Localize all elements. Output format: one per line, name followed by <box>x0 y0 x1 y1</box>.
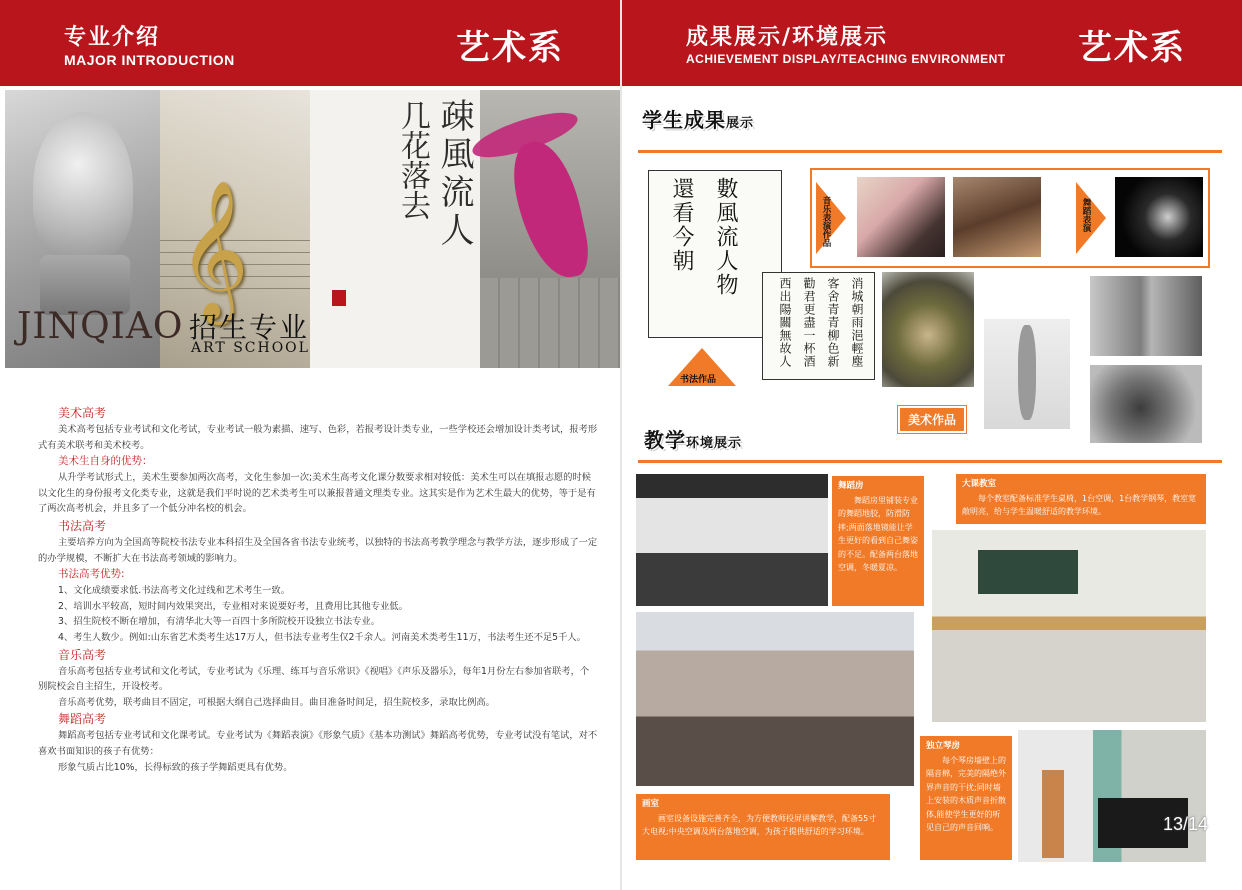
hero-brand-sub: ART SCHOOL <box>191 340 310 356</box>
classroom-caption <box>956 474 1206 524</box>
calligraphy-char: 落 <box>395 160 430 190</box>
dance-room-photo <box>636 474 828 606</box>
violin-performance-photo <box>953 177 1041 257</box>
art-paragraph: 美术高考包括专业考试和文化考试，专业考试一般为素描、速写、色彩，若报考设计类专业，一些学校还会增加设计类考试，报考形式有美术联考和美术校考。 <box>38 424 598 451</box>
shelf <box>1042 770 1064 858</box>
calligraphy-advantage-item: 1、文化成绩要求低.书法高考文化过线和艺术考生一致。 <box>58 585 290 597</box>
dance-performance-photo <box>1115 177 1203 257</box>
calligraphy-char: 几 <box>395 100 430 130</box>
dance-room-title: 舞蹈房 <box>838 481 864 491</box>
right-page <box>622 0 1242 890</box>
calligraphy-heading: 书法高考 <box>58 518 107 533</box>
left-page <box>0 0 620 890</box>
hero-brand-cn: 招生专业 <box>189 311 310 344</box>
dance-advantage-paragraph: 形象气质占比10%，长得标致的孩子学舞蹈更具有优势。 <box>58 761 293 773</box>
calligraphy-column: 勸君更盡一杯酒 <box>802 277 816 368</box>
environment-rule <box>638 460 1222 463</box>
figure-shape <box>1018 325 1036 420</box>
environment-title-main: 教学 <box>644 428 686 452</box>
music-tag: 音乐表演作品 <box>821 196 831 247</box>
hero-collage <box>5 90 620 368</box>
art-heading: 美术高考 <box>58 406 107 420</box>
right-banner-title: 成果展示/环境展示 <box>686 25 889 50</box>
calligraphy-tag: 书法作品 <box>680 375 717 385</box>
still-life-sketch <box>1090 365 1202 443</box>
calligraphy-glyphs <box>430 98 479 250</box>
calligraphy-char: 流 <box>434 174 474 212</box>
classroom-title: 大课教室 <box>962 479 997 489</box>
music-heading: 音乐高考 <box>58 647 107 662</box>
left-banner-title: 专业介绍 <box>64 25 161 50</box>
red-seal-stamp <box>332 290 346 306</box>
page-number: 13/14 <box>1162 814 1208 834</box>
calligraphy-glyphs <box>390 100 434 220</box>
dance-heading: 舞蹈高考 <box>58 712 107 727</box>
right-banner-subtitle: ACHIEVEMENT DISPLAY/TEACHING ENVIRONMENT <box>686 52 1006 66</box>
achievements-title-sub: 展示 <box>726 116 755 131</box>
art-advantage-heading: 美术生自身的优势： <box>58 455 153 468</box>
piano-room-text: 每个琴房墙壁上的隔音棉，完美的隔绝外界声音的干扰;同时墙上安装的木质声音折散体,能使学生更好的听见自己的声音回响。 <box>926 755 1006 832</box>
bust-shape <box>33 112 133 262</box>
still-life-painting <box>882 272 974 387</box>
left-banner <box>0 0 620 86</box>
calligraphy-advantage-item: 4、考生人数少。例如:山东省艺术类考生达17万人，但书法专业考生仅2千余人。河南美术类考生11万，书法考生还不足5千人。 <box>58 631 586 643</box>
dance-paragraph: 舞蹈高考包括专业考试和文化课考试。专业考试为《舞蹈表演》《形象气质》《基本功测试》舞蹈高考优势，专业考试没有笔试，对不喜欢书面知识的孩子有优势： <box>38 730 598 757</box>
achievements-title <box>642 104 754 133</box>
classroom-text: 每个教室配备标准学生桌椅，1台空调，1台教学钢琴，教室宽敞明亮，给与学生温暖舒适的教学环境。 <box>962 493 1197 516</box>
achievements-rule <box>638 150 1222 153</box>
calligraphy-column: 還看今朝 <box>669 177 694 273</box>
calligraphy-column: 消城朝雨浥輕塵 <box>850 277 864 368</box>
major-description <box>38 404 598 775</box>
calligraphy-column: 西出陽關無故人 <box>778 277 792 368</box>
art-works-tag: 美术作品 <box>898 406 966 433</box>
stone-floor <box>480 278 620 368</box>
studio-text: 画室设备设施完善齐全，为方便教师投屏讲解教学，配备55寸大电视;中央空调及两台落地空调，为孩子提供舒适的学习环境。 <box>642 813 877 836</box>
calligraphy-char: 去 <box>395 190 430 220</box>
piano-room-caption <box>920 736 1012 860</box>
art-advantage-paragraph: 从升学考试形式上，美术生要参加两次高考，文化生参加一次;美术生高考文化课分数要求相对较低：美术生可以在填报志愿的时候以文化生的身份报考文化类专业，这就是我们平时说的艺术类考生可以兼报普通文理类专业。这其实是作为艺术生最大的优势，等于是有了两次高考机会，并且多了一个低分冲名校的机会。 <box>38 472 596 515</box>
figure-sketch <box>984 319 1070 429</box>
calligraphy-column: 客舍青青柳色新 <box>826 277 840 368</box>
calligraphy-advantage-heading: 书法高考优势: <box>58 568 125 581</box>
treble-clef-icon: 𝄞 <box>178 180 249 319</box>
dancer-figure <box>506 135 594 284</box>
calligraphy-char: 疎 <box>434 98 474 136</box>
calligraphy-column: 數風流人物 <box>713 177 738 297</box>
calligraphy-advantage-item: 2、培训水平较高，短时间内效果突出，专业相对来说要好考，且费用比其他专业低。 <box>58 600 408 612</box>
music-advantage-paragraph: 音乐高考优势，联考曲目不固定，可根据大纲自己选择曲目。曲目准备时间足，招生院校多，录取比例高。 <box>58 696 495 708</box>
right-banner <box>622 0 1242 86</box>
classroom-photo <box>932 530 1206 722</box>
dancer-photo <box>480 90 620 368</box>
studio-caption <box>636 794 890 860</box>
calligraphy-work-small <box>762 272 875 380</box>
environment-title <box>644 424 742 453</box>
calligraphy-photo <box>310 90 480 368</box>
right-brand-logo: 艺术系 <box>1078 28 1186 68</box>
studio-title: 画室 <box>642 799 660 809</box>
calligraphy-advantage-item: 3、招生院校不断在增加，有清华北大等一百四十多所院校开设独立书法专业。 <box>58 616 381 628</box>
calligraphy-char: 花 <box>395 130 430 160</box>
left-banner-subtitle: MAJOR INTRODUCTION <box>64 52 235 68</box>
portrait-sketches <box>1090 276 1202 356</box>
dance-room-caption <box>832 476 924 606</box>
piano-room-title: 独立琴房 <box>926 741 961 751</box>
studio-photo <box>636 612 914 786</box>
accordion-performance-photo <box>857 177 945 257</box>
calligraphy-char: 人 <box>434 212 474 250</box>
dance-room-text: 舞蹈房里铺装专业的舞蹈地胶，防滑防摔;两面落地镜能让学生更好的看到自己舞姿的不足。配备两台落地空调，冬暖夏凉。 <box>838 495 918 572</box>
music-paragraph: 音乐高考包括专业考试和文化考试，专业考试为《乐理、练耳与音乐常识》《视唱》《声乐及器乐》，每年1月份左右参加省联考，个别院校会自主招生，开设校考。 <box>38 665 590 693</box>
dance-tag: 舞蹈表演 <box>1081 198 1091 232</box>
calligraphy-paragraph: 主要培养方向为全国高等院校书法专业本科招生及全国各省书法专业统考，以独特的书法高考教学理念与教学方法，逐步形成了一定的办学规模，不断扩大在书法高考领域的影响力。 <box>38 536 598 564</box>
environment-title-sub: 环境展示 <box>686 436 743 451</box>
blackboard <box>978 550 1078 594</box>
piano-room-photo <box>1018 730 1206 862</box>
left-brand-logo: 艺术系 <box>456 28 564 68</box>
hero-brand-en: JINQIAO <box>17 306 184 347</box>
calligraphy-char: 風 <box>434 136 474 174</box>
achievements-title-main: 学生成果 <box>642 108 726 132</box>
